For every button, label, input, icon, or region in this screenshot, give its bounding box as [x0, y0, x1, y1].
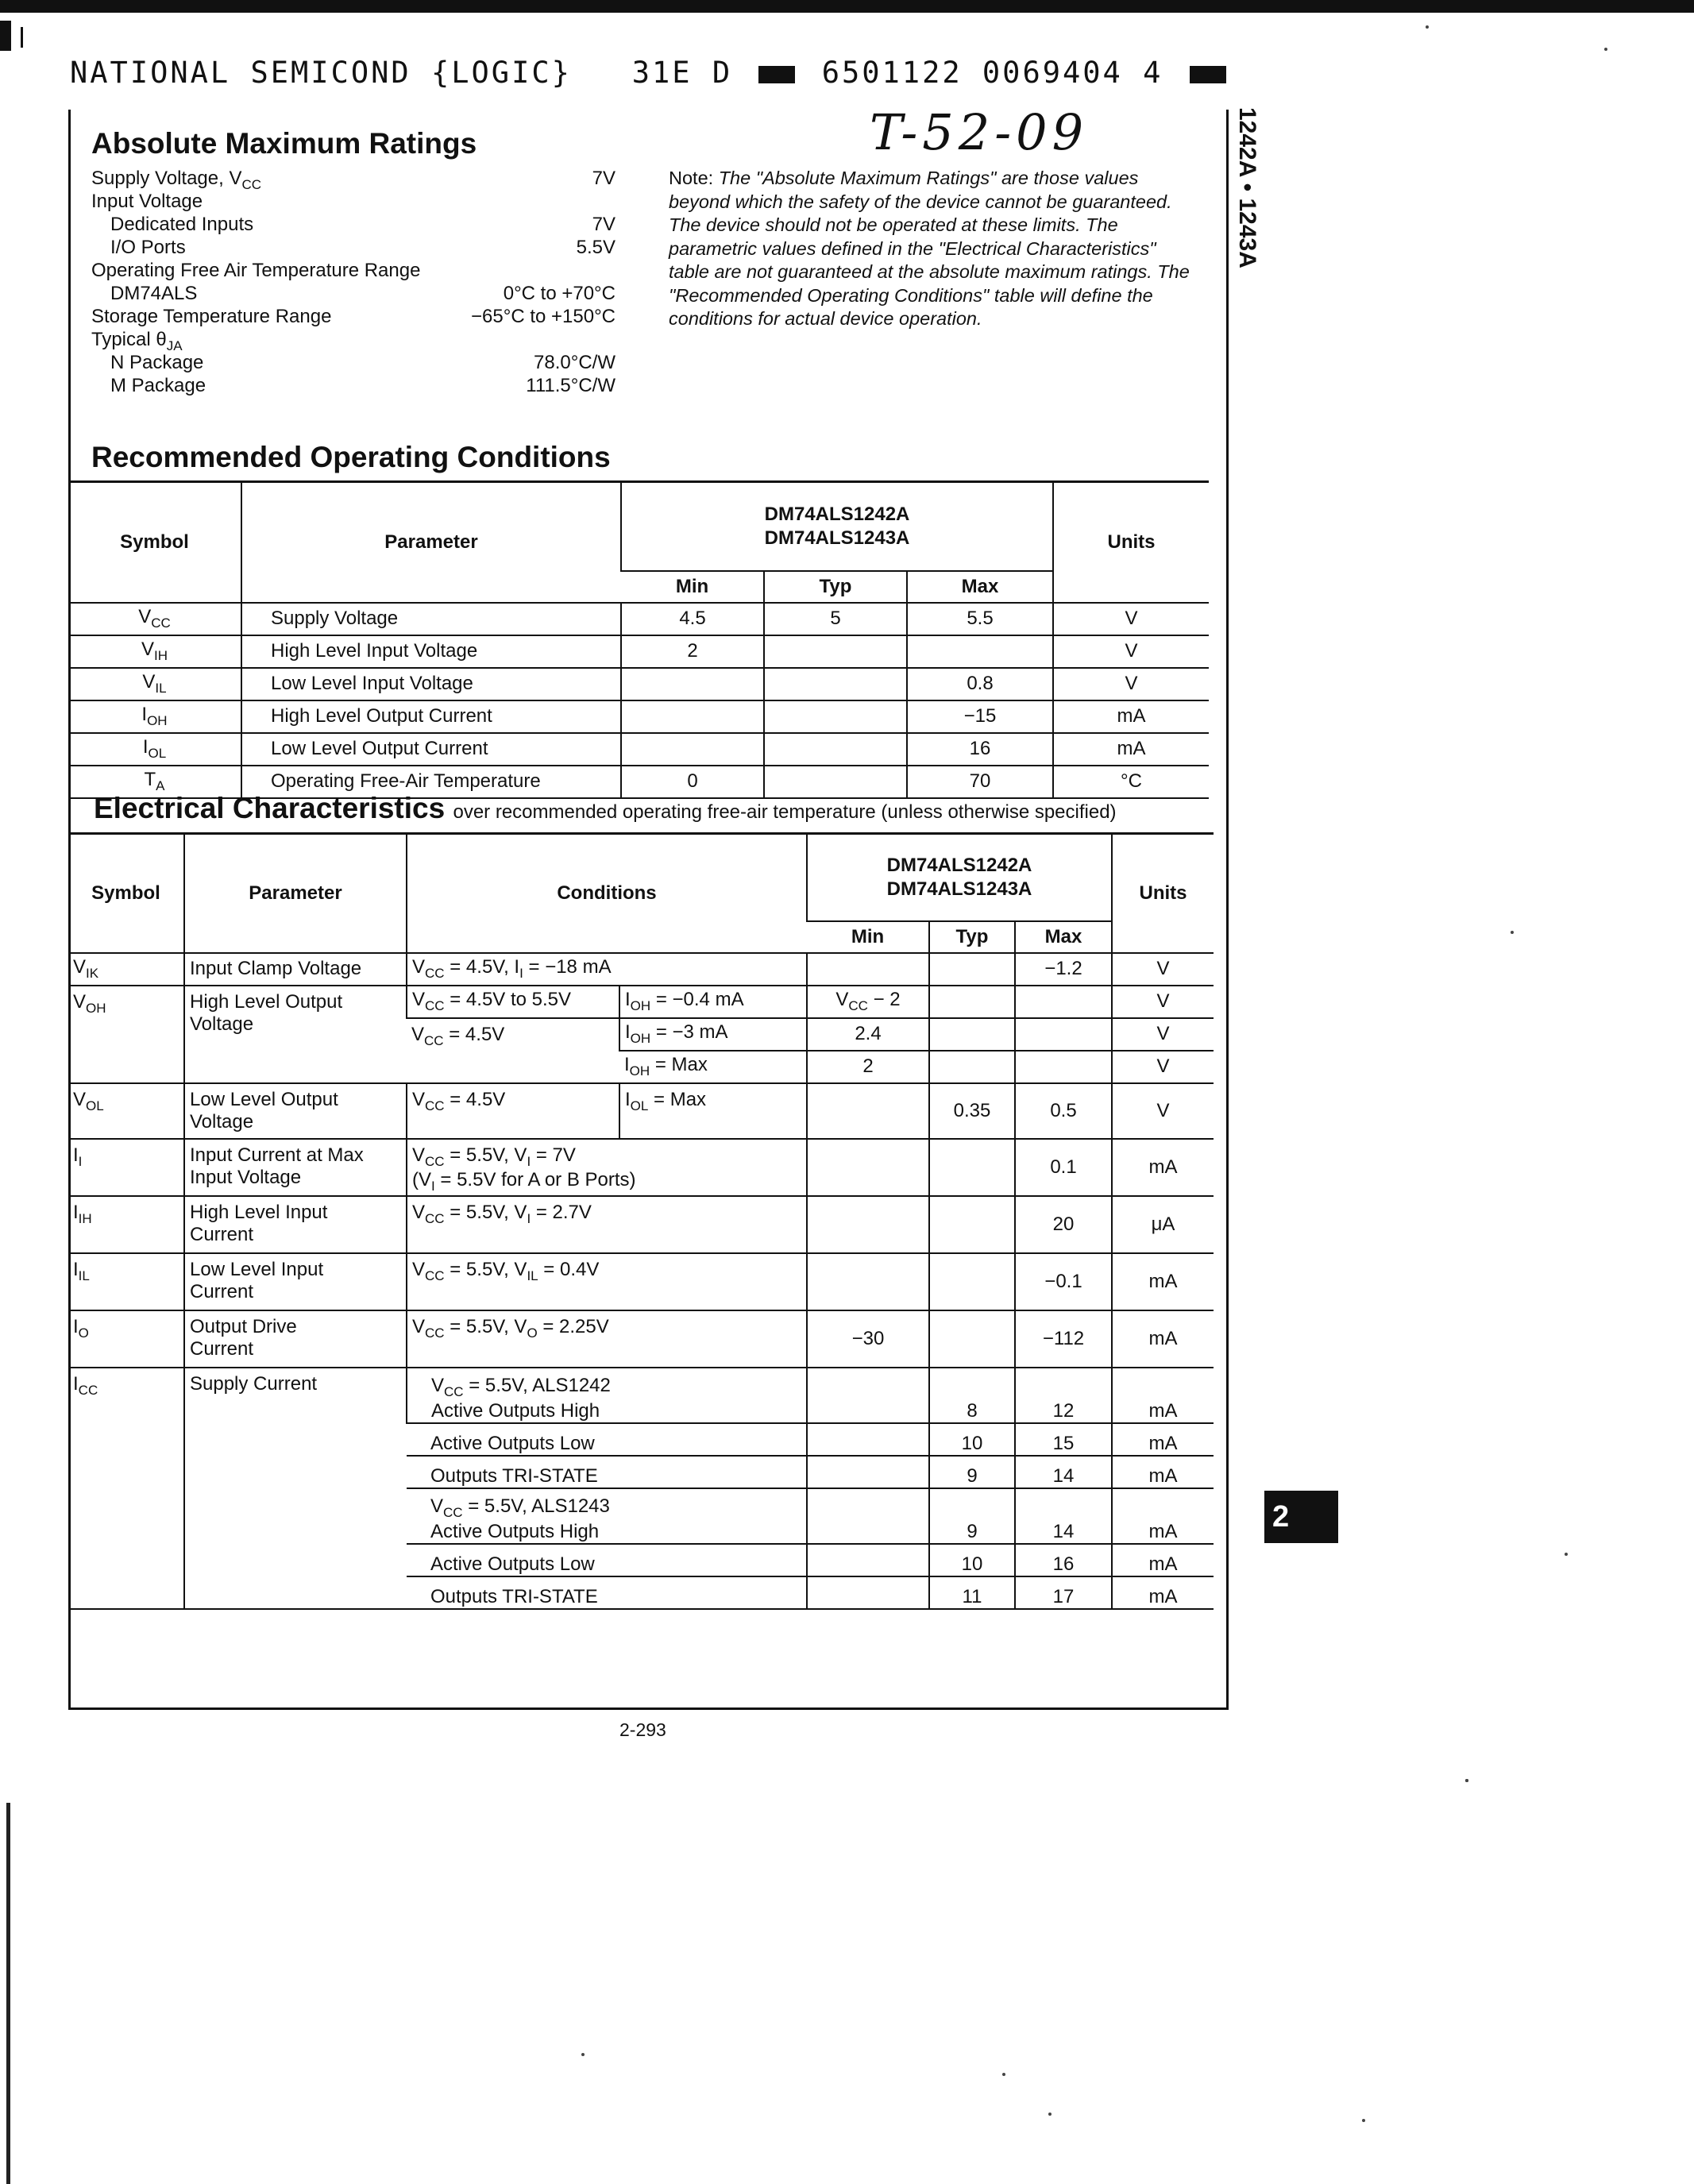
roc-min: 2: [621, 635, 764, 668]
roc-units: °C: [1053, 766, 1209, 798]
roc-typ: [764, 733, 907, 766]
ec-title: Electrical Characteristics: [94, 792, 446, 824]
roc-table: [68, 480, 1209, 799]
ec-icc-max: 14: [1015, 1456, 1112, 1488]
ec-row-ii: $I_I$ Input Current at Max Input Voltage $V_{CC} = 5.5V$, $V_I = 7V$ ($V_I = 5.5V$ for A or B Ports) 0.1 mA: [68, 1139, 1214, 1196]
ec-table: [68, 832, 1214, 1610]
amr-value: 7V: [592, 214, 615, 235]
roc-min: [621, 668, 764, 700]
ec-icc-units: mA: [1112, 1456, 1214, 1488]
amr-row: [91, 305, 615, 328]
scan-speck: [1565, 1553, 1568, 1556]
roc-units: V: [1053, 635, 1209, 668]
side-tab: [1227, 107, 1267, 290]
amr-list: [91, 167, 615, 397]
roc-units: V: [1053, 668, 1209, 700]
scan-speck: [1002, 2073, 1005, 2076]
roc-header-typ: Typ: [764, 571, 907, 603]
roc-param: Operating Free-Air Temperature: [241, 766, 621, 798]
roc-symbol: $I_{OL}$: [68, 733, 241, 766]
ec-icc-min: [807, 1576, 929, 1609]
ec-body: [68, 953, 1214, 1368]
roc-title: Recommended Operating Conditions: [91, 441, 611, 473]
roc-header-units: Units: [1053, 482, 1209, 603]
roc-units: mA: [1053, 700, 1209, 733]
amr-row: [91, 328, 615, 351]
ec-icc-max: 16: [1015, 1544, 1112, 1576]
amr-label: I/O Ports: [110, 237, 186, 258]
ec-header-device: [807, 834, 1112, 921]
roc-min: [621, 733, 764, 766]
scan-corner-mark: [0, 21, 11, 51]
ec-row-voh-2: $V_{CC} = 4.5V$ $I_{OH} = -3$ mA 2.4 V: [68, 1018, 1214, 1051]
ec-row-icc: [68, 1368, 1214, 1423]
ec-header-conditions: Conditions: [407, 834, 807, 953]
roc-row: [68, 635, 1209, 668]
ec-icc-body: [68, 1368, 1214, 1609]
roc-row: [68, 668, 1209, 700]
ec-row-vik: $V_{IK}$ Input Clamp Voltage $V_{CC} = 4.5V$, $I_I = -18$ mA −1.2 V: [68, 953, 1214, 986]
ec-icc-symbol: $I_{CC}$: [68, 1368, 184, 1609]
roc-units: V: [1053, 603, 1209, 635]
amr-label: Input Voltage: [91, 191, 203, 212]
amr-label: N Package: [110, 352, 204, 373]
ec-icc-condition: Active Outputs Low: [407, 1544, 807, 1576]
amr-row: [91, 374, 615, 397]
amr-label: M Package: [110, 375, 206, 396]
amr-label-subscript: CC: [241, 176, 262, 192]
roc-max: 0.8: [907, 668, 1053, 700]
ec-device2: DM74ALS1243A: [886, 878, 1032, 900]
roc-min: 4.5: [621, 603, 764, 635]
roc-header-parameter: Parameter: [241, 482, 621, 603]
roc-header-min: Min: [621, 571, 764, 603]
ec-icc-condition: Active Outputs Low: [407, 1423, 807, 1456]
ec-icc-condition: Outputs TRI-STATE: [407, 1576, 807, 1609]
scan-speck: [1604, 48, 1607, 51]
scan-left-edge: [6, 1803, 10, 2184]
document-header: [70, 56, 1221, 90]
amr-label: Dedicated Inputs: [110, 214, 254, 235]
roc-min: [621, 700, 764, 733]
ec-subtitle: over recommended operating free-air temperature (unless otherwise specified): [453, 801, 1117, 823]
roc-symbol: $I_{OH}$: [68, 700, 241, 733]
roc-device2: DM74ALS1243A: [764, 527, 910, 549]
ec-icc-condition: $V_{CC} = 5.5V$, ALS1243 Active Outputs High: [407, 1488, 807, 1544]
roc-header-symbol: Symbol: [68, 482, 241, 603]
amr-note: [669, 167, 1193, 331]
roc-typ: [764, 700, 907, 733]
note-label: Note:: [669, 168, 714, 188]
amr-value: 78.0°C/W: [534, 352, 615, 373]
ec-icc-condition: $V_{CC} = 5.5V$, ALS1242 Active Outputs High: [407, 1368, 807, 1423]
amr-value: −65°C to +150°C: [471, 306, 615, 327]
scan-top-edge: [0, 0, 1694, 13]
page-number: 2-293: [619, 1719, 666, 1740]
roc-max: 16: [907, 733, 1053, 766]
amr-label-wrap: [91, 328, 183, 351]
scan-speck: [1465, 1779, 1468, 1782]
roc-body: [68, 603, 1209, 798]
amr-row: [91, 351, 615, 374]
scan-corner-mark: [21, 27, 23, 48]
amr-value: 0°C to +70°C: [503, 283, 615, 304]
amr-title: Absolute Maximum Ratings: [91, 127, 477, 160]
ec-icc-units: mA: [1112, 1423, 1214, 1456]
amr-label: Supply Voltage, V: [91, 168, 242, 189]
ec-icc-typ: 8: [929, 1368, 1015, 1423]
ec-icc-typ: 10: [929, 1423, 1015, 1456]
roc-param: Supply Voltage: [241, 603, 621, 635]
ec-icc-typ: 10: [929, 1544, 1015, 1576]
roc-max: −15: [907, 700, 1053, 733]
ec-header-parameter: Parameter: [184, 834, 407, 953]
roc-device1: DM74ALS1242A: [764, 503, 910, 525]
ec-title-line: [94, 792, 1117, 825]
roc-symbol: $V_{IL}$: [68, 668, 241, 700]
roc-param: Low Level Output Current: [241, 733, 621, 766]
ec-header-min: Min: [807, 921, 929, 953]
handwritten-annotation: T-52-09: [870, 103, 1089, 161]
ec-icc-param: Supply Current: [184, 1368, 407, 1609]
amr-row: [91, 236, 615, 259]
roc-symbol: $T_A$: [68, 766, 241, 798]
ec-row-voh: $V_{OH}$ High Level Output Voltage $V_{CC} = 4.5V$ to 5.5V $I_{OH} = -0.4$ mA $V_{CC} - 2$ V: [68, 986, 1214, 1018]
amr-label-wrap: [91, 167, 261, 190]
amr-row: [91, 282, 615, 305]
ec-icc-units: mA: [1112, 1488, 1214, 1544]
ec-header-typ: Typ: [929, 921, 1015, 953]
header-vendor: NATIONAL SEMICOND {LOGIC}: [70, 56, 572, 90]
amr-label: Operating Free Air Temperature Range: [91, 260, 421, 281]
roc-typ: [764, 635, 907, 668]
roc-row: [68, 733, 1209, 766]
ec-icc-min: [807, 1544, 929, 1576]
roc-units: mA: [1053, 733, 1209, 766]
ec-icc-max: 12: [1015, 1368, 1112, 1423]
amr-value: 111.5°C/W: [526, 375, 615, 396]
ec-icc-min: [807, 1456, 929, 1488]
ec-icc-units: mA: [1112, 1544, 1214, 1576]
amr-row: [91, 190, 615, 213]
roc-header-max: Max: [907, 571, 1053, 603]
ec-row-iih: $I_{IH}$ High Level Input Current $V_{CC} = 5.5V$, $V_I = 2.7V$ 20 μA: [68, 1196, 1214, 1253]
ec-row-io: $I_O$ Output Drive Current $V_{CC} = 5.5V$, $V_O = 2.25V$ −30 −112 mA: [68, 1310, 1214, 1368]
roc-row: [68, 700, 1209, 733]
roc-header-device: [621, 482, 1053, 571]
ec-icc-condition: Outputs TRI-STATE: [407, 1456, 807, 1488]
amr-row: [91, 213, 615, 236]
ec-icc-min: [807, 1423, 929, 1456]
roc-row: [68, 603, 1209, 635]
ec-row-vol: $V_{OL}$ Low Level Output Voltage $V_{CC} = 4.5V$ $I_{OL}$ = Max 0.35 0.5 V: [68, 1083, 1214, 1139]
ec-icc-typ: 9: [929, 1488, 1015, 1544]
amr-value: 7V: [592, 168, 615, 189]
ec-icc-units: mA: [1112, 1368, 1214, 1423]
amr-row: [91, 259, 615, 282]
amr-label: Storage Temperature Range: [91, 306, 332, 327]
roc-symbol: $V_{IH}$: [68, 635, 241, 668]
amr-value: 5.5V: [576, 237, 615, 258]
ec-header-max: Max: [1015, 921, 1112, 953]
amr-label: Typical θ: [91, 329, 167, 350]
scan-speck: [1426, 25, 1429, 29]
scan-speck: [1048, 2113, 1052, 2116]
side-tab-label: 1242A • 1243A: [1234, 107, 1260, 268]
ec-icc-min: [807, 1368, 929, 1423]
ec-header-units: Units: [1112, 834, 1214, 953]
ec-icc-min: [807, 1488, 929, 1544]
roc-min: 0: [621, 766, 764, 798]
header-code: 31E D: [631, 56, 733, 90]
ec-icc-typ: 9: [929, 1456, 1015, 1488]
ec-row-voh-3: $I_{OH}$ = Max 2 V: [68, 1051, 1214, 1083]
barcode-block-icon: [1190, 66, 1226, 83]
amr-label: DM74ALS: [110, 283, 198, 304]
ec-header-symbol: Symbol: [68, 834, 184, 953]
roc-symbol: $V_{CC}$: [68, 603, 241, 635]
roc-param: High Level Input Voltage: [241, 635, 621, 668]
roc-typ: [764, 668, 907, 700]
roc-max: [907, 635, 1053, 668]
note-text: The "Absolute Maximum Ratings" are those values beyond which the safety of the device cannot be guaranteed. The device should not be operated at these limits. The parametric values defined in the "Electrical Characteristics" table are not guaranteed at the absolute maximum ratings. The "Recommended Operating Conditions" table will define the conditions for actual device operation.: [669, 168, 1190, 329]
scan-speck: [581, 2053, 585, 2056]
ec-icc-max: 14: [1015, 1488, 1112, 1544]
roc-max: 5.5: [907, 603, 1053, 635]
scan-speck: [1511, 931, 1514, 934]
amr-row: [91, 167, 615, 190]
roc-max: 70: [907, 766, 1053, 798]
ec-icc-typ: 11: [929, 1576, 1015, 1609]
barcode-block-icon: [758, 66, 795, 83]
ec-device1: DM74ALS1242A: [886, 854, 1032, 876]
scan-speck: [1362, 2119, 1365, 2122]
roc-typ: 5: [764, 603, 907, 635]
ec-icc-max: 15: [1015, 1423, 1112, 1456]
ec-icc-max: 17: [1015, 1576, 1112, 1609]
roc-param: Low Level Input Voltage: [241, 668, 621, 700]
header-serial: 6501122 0069404 4: [821, 56, 1163, 90]
roc-param: High Level Output Current: [241, 700, 621, 733]
section-badge: 2: [1264, 1491, 1338, 1543]
ec-row-iil: $I_{IL}$ Low Level Input Current $V_{CC} = 5.5V$, $V_{IL} = 0.4V$ −0.1 mA: [68, 1253, 1214, 1310]
ec-icc-units: mA: [1112, 1576, 1214, 1609]
amr-label-subscript: JA: [166, 338, 183, 353]
